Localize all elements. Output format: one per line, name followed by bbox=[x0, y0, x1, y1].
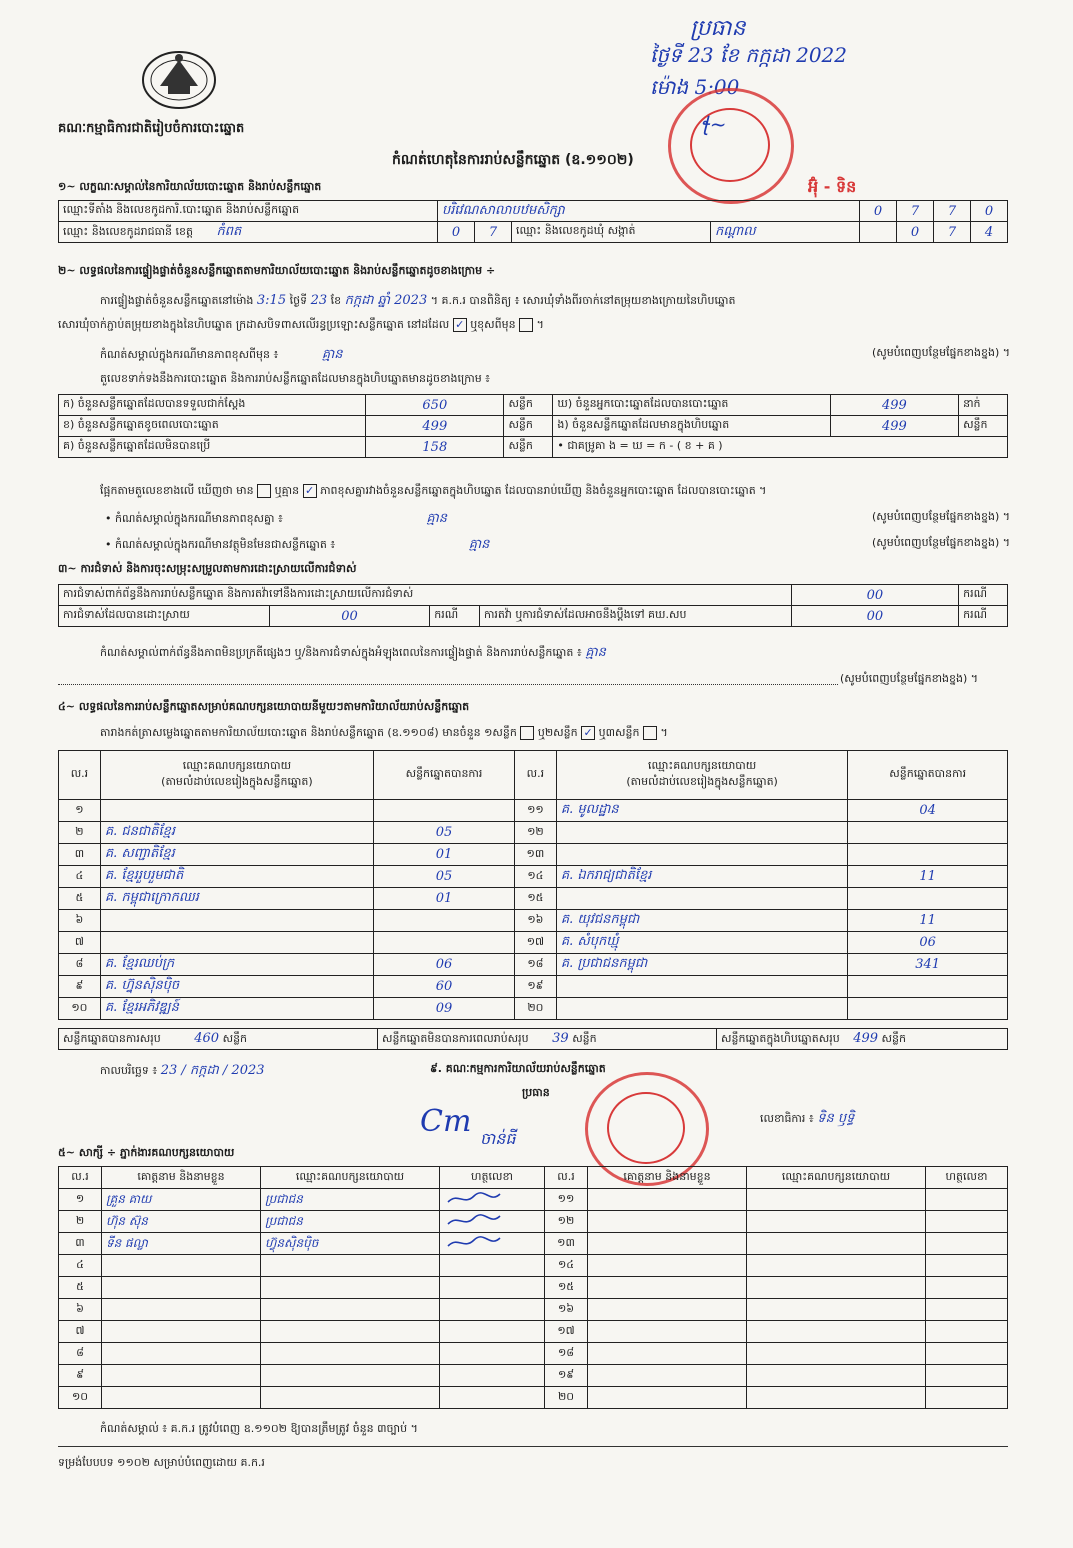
table-row bbox=[59, 1189, 1008, 1211]
result-no-left: ៤ bbox=[59, 866, 101, 888]
witness-party-right bbox=[747, 1299, 926, 1321]
result-votes-right bbox=[848, 844, 1008, 866]
result-party-left: គ. ខ្មែររួបរួមជាតិ bbox=[100, 866, 373, 888]
witness-sign-right bbox=[926, 1211, 1008, 1233]
date-value: 23 / កក្កដា / 2023 bbox=[160, 1063, 265, 1078]
witness-party-right bbox=[747, 1233, 926, 1255]
fig-b-label: ខ) ចំនួនសន្លឹកឆ្នោតខូចពេលបោះឆ្នោត bbox=[59, 416, 366, 437]
section2-title: ២~ លទ្ធផលនៃការផ្ទៀងផ្ទាត់ចំនួនសន្លឹកឆ្នោតតាមការិយាល័យបោះឆ្នោត និងរាប់សន្លឹកឆ្នោតដូចខាងក្រោម ÷ bbox=[58, 264, 496, 277]
witness-no-right: ១៣ bbox=[545, 1233, 588, 1255]
witness-name-left bbox=[102, 1255, 261, 1277]
fig-a-value: 650 bbox=[366, 395, 504, 416]
note2-value: គ្មាន bbox=[426, 511, 447, 526]
fig-d-unit: នាក់ bbox=[959, 395, 1008, 416]
witness-name-left: ហ៊ុន ស៊ុន bbox=[102, 1211, 261, 1233]
witness-table bbox=[58, 1166, 1008, 1409]
one-sheet-checkbox[interactable] bbox=[520, 726, 534, 740]
result-party-right: គ. សំបុកឃ្មុំ bbox=[556, 932, 848, 954]
witness-name-left bbox=[102, 1321, 261, 1343]
signature-scribble-icon bbox=[444, 1234, 504, 1250]
witness-party-right bbox=[747, 1211, 926, 1233]
note1-value: គ្មាន bbox=[321, 347, 343, 362]
col-no-right: ល.រ bbox=[514, 751, 556, 800]
witness-sign-right bbox=[926, 1189, 1008, 1211]
witness-party-left: ហ៊្វុនស៊ិនប៉ិច bbox=[261, 1233, 440, 1255]
table-row bbox=[59, 1387, 1008, 1409]
witness-name-left bbox=[102, 1343, 261, 1365]
witness-sign-left bbox=[440, 1211, 545, 1233]
witness-no-left: ៥ bbox=[59, 1277, 102, 1299]
result-votes-right bbox=[848, 888, 1008, 910]
irregularity-value: គ្មាន bbox=[585, 645, 606, 660]
witness-name-left bbox=[102, 1365, 261, 1387]
witness-party-left: ប្រជាជន bbox=[261, 1189, 440, 1211]
w-col-sign-left: ហត្ថលេខា bbox=[440, 1167, 545, 1189]
table-row bbox=[59, 1211, 1008, 1233]
table-row bbox=[59, 954, 1008, 976]
witness-name-right bbox=[588, 1189, 747, 1211]
result-votes-left bbox=[374, 910, 515, 932]
witness-no-right: ១១ bbox=[545, 1189, 588, 1211]
result-no-left: ៦ bbox=[59, 910, 101, 932]
witness-name-left bbox=[102, 1299, 261, 1321]
commune-code-2: 7 bbox=[934, 222, 971, 243]
result-votes-left: 05 bbox=[374, 822, 515, 844]
witness-sign-left bbox=[440, 1189, 545, 1211]
table-row bbox=[59, 1321, 1008, 1343]
result-no-right: ១៧ bbox=[514, 932, 556, 954]
witness-party-left bbox=[261, 1365, 440, 1387]
total-box-value: 499 bbox=[853, 1030, 879, 1046]
w-col-party-left: ឈ្មោះគណបក្សនយោបាយ bbox=[261, 1167, 440, 1189]
witness-no-left: ១០ bbox=[59, 1387, 102, 1409]
no-diff-checkbox[interactable]: ✓ bbox=[303, 484, 317, 498]
witness-name-right bbox=[588, 1277, 747, 1299]
two-sheet-checkbox[interactable]: ✓ bbox=[581, 726, 595, 740]
result-votes-left bbox=[374, 800, 515, 822]
commune-code-blank bbox=[860, 222, 897, 243]
location-label: ឈ្មោះទីតាំង និងលេខកូដការិ.បោះឆ្នោត និងរាប់សន្លឹកឆ្នោត bbox=[59, 201, 438, 222]
witness-no-right: ១២ bbox=[545, 1211, 588, 1233]
figures-table bbox=[58, 394, 1008, 458]
province-value: កំពត bbox=[216, 223, 242, 239]
result-votes-right bbox=[848, 976, 1008, 998]
witness-party-left bbox=[261, 1277, 440, 1299]
witness-no-right: ១៦ bbox=[545, 1299, 588, 1321]
commune-code-3: 4 bbox=[971, 222, 1008, 243]
result-no-left: ២ bbox=[59, 822, 101, 844]
table-row bbox=[59, 1343, 1008, 1365]
has-diff-checkbox[interactable] bbox=[257, 484, 271, 498]
objection-label: ការជំទាស់ពាក់ព័ន្ធនឹងការរាប់សន្លឹកឆ្នោត និងការតវ៉ាទៅនឹងការដោះស្រាយលើការជំទាស់ bbox=[59, 585, 792, 606]
result-party-right bbox=[556, 844, 848, 866]
handwritten-note-2: ថ្ងៃទី 23 ខែ កក្កដា 2022 bbox=[650, 43, 847, 67]
w-col-no-right: ល.រ bbox=[545, 1167, 588, 1189]
commune-label: ឈ្មោះ និងលេខកូដឃុំ សង្កាត់ bbox=[512, 222, 711, 243]
witness-no-right: ១៨ bbox=[545, 1343, 588, 1365]
col-party-left: ឈ្មោះគណបក្សនយោបាយ (តាមលំដាប់លេខរៀងក្នុងសន្លឹកឆ្នោត) bbox=[100, 751, 373, 800]
fig-a-unit: សន្លឹក bbox=[504, 395, 553, 416]
witness-party-left bbox=[261, 1343, 440, 1365]
fig-b-value: 499 bbox=[366, 416, 504, 437]
section4-title: ៤~ លទ្ធផលនៃការរាប់សន្លឹកឆ្នោតសម្រាប់គណបក្សនយោបាយនីមួយៗតាមការិយាល័យរាប់សន្លឹកឆ្នោត bbox=[58, 700, 470, 713]
verify-day: 23 bbox=[310, 293, 328, 308]
w-col-name-right: គោត្តនាម និងនាមខ្លួន bbox=[588, 1167, 747, 1189]
objection-unit: ករណី bbox=[959, 585, 1008, 606]
result-votes-right bbox=[848, 998, 1008, 1020]
appeal-label: ការតវ៉ា ឬការជំទាស់ដែលអាចនឹងប្ដឹងទៅ គឃ.សប bbox=[479, 606, 791, 627]
verify-month-year: កក្កដា ឆ្នាំ 2023 bbox=[344, 293, 428, 308]
table-row bbox=[59, 976, 1008, 998]
witness-sign-left bbox=[440, 1365, 545, 1387]
committee-name: គណៈកម្មាធិការជាតិរៀបចំការបោះឆ្នោត bbox=[58, 121, 245, 136]
witness-name-right bbox=[588, 1233, 747, 1255]
fig-e-label: ង) ចំនួនសន្លឹកឆ្នោតដែលមានក្នុងហិបឆ្នោត bbox=[553, 416, 830, 437]
section2-para1: ការផ្ទៀងផ្ទាត់ចំនួនសន្លឹកឆ្នោតនៅម៉ោង 3:15 ថ្ងៃទី 23 ខែ កក្កដា ឆ្នាំ 2023 ។ គ.ក.រ បានពិនិត្យ ៖ សោរ​ឃុំទាំងពីរចាក់នៅតម្រុយខាងក្រោយនៃហិបឆ្នោត bbox=[100, 293, 736, 308]
witness-sign-right bbox=[926, 1233, 1008, 1255]
witness-sign-right bbox=[926, 1321, 1008, 1343]
handwritten-note-3: ម៉ោង 5:00 bbox=[650, 75, 740, 99]
table-row bbox=[59, 1255, 1008, 1277]
result-party-right bbox=[556, 976, 848, 998]
signature-scribble-icon bbox=[444, 1212, 504, 1228]
w-col-sign-right: ហត្ថលេខា bbox=[926, 1167, 1008, 1189]
province-code-1: 0 bbox=[438, 222, 475, 243]
table-row bbox=[59, 1299, 1008, 1321]
witness-name-right bbox=[588, 1211, 747, 1233]
result-party-left: គ. សញ្ជាតិខ្មែរ bbox=[100, 844, 373, 866]
w-col-party-right: ឈ្មោះគណបក្សនយោបាយ bbox=[747, 1167, 926, 1189]
result-votes-left: 06 bbox=[374, 954, 515, 976]
result-votes-left: 01 bbox=[374, 844, 515, 866]
witness-sign-right bbox=[926, 1277, 1008, 1299]
chair-label: ប្រធាន bbox=[522, 1086, 550, 1099]
result-no-left: ៥ bbox=[59, 888, 101, 910]
result-no-left: ៨ bbox=[59, 954, 101, 976]
witness-sign-left bbox=[440, 1277, 545, 1299]
witness-sign-right bbox=[926, 1343, 1008, 1365]
section1-table bbox=[58, 200, 1008, 243]
stamp-bottom-inner bbox=[607, 1092, 685, 1164]
three-sheet-checkbox[interactable] bbox=[643, 726, 657, 740]
witness-party-left bbox=[261, 1255, 440, 1277]
witness-no-left: ៨ bbox=[59, 1343, 102, 1365]
diff-check-line: ផ្អែកតាមតួលេខខាងលើ ឃើញថា មាន ឬគ្មាន ✓ ភាពខុសគ្នារវាងចំនួនសន្លឹកឆ្នោតក្នុងហិបឆ្នោត ដែលបានរាប់ឃើញ និងចំនួនអ្នកបោះឆ្នោត ដែលបានបោះឆ្នោត ។ bbox=[100, 484, 767, 497]
results-table bbox=[58, 750, 1008, 1020]
objection-value: 00 bbox=[791, 585, 958, 606]
result-no-right: ១៦ bbox=[514, 910, 556, 932]
witness-party-right bbox=[747, 1189, 926, 1211]
result-no-right: ១២ bbox=[514, 822, 556, 844]
result-party-right bbox=[556, 888, 848, 910]
result-party-right: គ. មូលដ្ឋាន bbox=[556, 800, 848, 822]
result-no-left: ១០ bbox=[59, 998, 101, 1020]
fig-b-unit: សន្លឹក bbox=[504, 416, 553, 437]
total-invalid-cell: សន្លឹកឆ្នោតមិនបានការពេលរាប់សរុប 39 សន្លឹក bbox=[378, 1029, 717, 1050]
result-party-left bbox=[100, 910, 373, 932]
totals-table bbox=[58, 1028, 1008, 1050]
witness-party-right bbox=[747, 1365, 926, 1387]
result-party-left: គ. ហ្វ៊ុនស៊ិនប៉ិច bbox=[100, 976, 373, 998]
chair-sig-name: ចាន់ធី bbox=[480, 1129, 516, 1148]
fig-e-unit: សន្លឹក bbox=[959, 416, 1008, 437]
witness-sign-left bbox=[440, 1255, 545, 1277]
result-no-right: ១៥ bbox=[514, 888, 556, 910]
witness-sign-right bbox=[926, 1365, 1008, 1387]
witness-sign-left bbox=[440, 1321, 545, 1343]
province-label: ឈ្មោះ និងលេខកូដរាជធានី ខេត្ត កំពត bbox=[59, 222, 438, 243]
witness-name-left: ទីន ផល្លា bbox=[102, 1233, 261, 1255]
location-value: បរិវេណសាលាបឋមសិក្សា bbox=[438, 201, 860, 222]
result-votes-right: 06 bbox=[848, 932, 1008, 954]
location-code-4: 0 bbox=[971, 201, 1008, 222]
formula: • ជាគម្រូគា ង = ឃ = ក - ( ខ + គ ) bbox=[553, 437, 1008, 458]
appeal-value: 00 bbox=[791, 606, 958, 627]
witness-no-right: ១៩ bbox=[545, 1365, 588, 1387]
result-votes-right: 11 bbox=[848, 910, 1008, 932]
fig-a-label: ក) ចំនួនសន្លឹកឆ្នោតដែលបានទទួលជាក់ស្ដែង bbox=[59, 395, 366, 416]
result-votes-right bbox=[848, 822, 1008, 844]
witness-sign-right bbox=[926, 1299, 1008, 1321]
witness-sign-left bbox=[440, 1343, 545, 1365]
total-valid-value: 460 bbox=[194, 1030, 220, 1046]
table-row bbox=[59, 888, 1008, 910]
col-votes-right: សន្លឹកឆ្នោតបានការ bbox=[848, 751, 1008, 800]
note3-line: • កំណត់សម្គាល់ក្នុងករណីមានវត្ថុមិនមែនជាសន្លឹកឆ្នោត ៖ គ្មាន (សូមបំពេញបន្ថែមផ្នែកខាងខ្នង) ។ bbox=[105, 536, 1010, 552]
table-row bbox=[59, 800, 1008, 822]
result-votes-right: 11 bbox=[848, 866, 1008, 888]
table-row bbox=[59, 1277, 1008, 1299]
result-no-right: ២០ bbox=[514, 998, 556, 1020]
dotted-line bbox=[58, 684, 838, 685]
nec-logo-icon bbox=[138, 42, 220, 112]
result-party-left: គ. ជនជាតិខ្មែរ bbox=[100, 822, 373, 844]
commune-code-1: 0 bbox=[897, 222, 934, 243]
col-votes-left: សន្លឹកឆ្នោតបានការ bbox=[374, 751, 515, 800]
footnote: កំណត់សម្គាល់ ៖ គ.ក.រ ត្រូវបំពេញ ឧ.១១០២ ឱ្យបានត្រឹមត្រូវ ចំនួន ៣ច្បាប់ ។ bbox=[100, 1422, 418, 1435]
witness-name-right bbox=[588, 1343, 747, 1365]
fig-d-label: ឃ) ចំនួនអ្នកបោះឆ្នោតដែលបានបោះឆ្នោត bbox=[553, 395, 830, 416]
table-row bbox=[59, 998, 1008, 1020]
irregularity-suffix: (សូមបំពេញបន្ថែមផ្នែកខាងខ្នង) ។ bbox=[840, 672, 979, 685]
total-invalid-value: 39 bbox=[552, 1030, 569, 1046]
witness-sign-left bbox=[440, 1233, 545, 1255]
same-checkbox[interactable]: ✓ bbox=[453, 318, 467, 332]
location-code-3: 7 bbox=[934, 201, 971, 222]
section3-title: ៣~ ការជំទាស់ និងការចុះសម្រុះសម្រួលតាមការដោះស្រាយលើការជំទាស់ bbox=[58, 562, 357, 575]
witness-party-left bbox=[261, 1321, 440, 1343]
result-party-left bbox=[100, 800, 373, 822]
witness-name-right bbox=[588, 1299, 747, 1321]
witness-no-left: ២ bbox=[59, 1211, 102, 1233]
table-row bbox=[59, 932, 1008, 954]
appeal-unit: ករណី bbox=[959, 606, 1008, 627]
witness-party-right bbox=[747, 1255, 926, 1277]
witness-no-right: ២០ bbox=[545, 1387, 588, 1409]
committee-label: ៩. គណៈកម្មការការិយាល័យរាប់សន្លឹកឆ្នោត bbox=[430, 1062, 606, 1075]
w-col-name-left: គោត្តនាម និងនាមខ្លួន bbox=[102, 1167, 261, 1189]
fig-d-value: 499 bbox=[830, 395, 958, 416]
result-votes-left: 60 bbox=[374, 976, 515, 998]
result-no-right: ១១ bbox=[514, 800, 556, 822]
table-row bbox=[59, 910, 1008, 932]
table-row bbox=[59, 866, 1008, 888]
result-no-right: ១៩ bbox=[514, 976, 556, 998]
result-party-left: គ. កម្ពុជាក្រោកឈរ bbox=[100, 888, 373, 910]
section2-para2: សោរឃុំចាក់ភ្ជាប់តម្រុយខាងក្នុងនៃហិបឆ្នោត ក្រដាសបិទពាសលើរន្ធប្រឡោះសន្លឹកឆ្នោត នៅដដែល ✓ ឬខុសពីមុន ។ bbox=[58, 318, 544, 331]
note1-line: កំណត់សម្គាល់ក្នុងករណីមានភាពខុសពីមុន ៖ គ្មាន (សូមបំពេញបន្ថែមផ្នែកខាងខ្នង) ។ bbox=[100, 346, 1010, 362]
date-line: កាលបរិច្ឆេទ ៖ 23 / កក្កដា / 2023 bbox=[100, 1063, 265, 1078]
witness-no-right: ១៥ bbox=[545, 1277, 588, 1299]
witness-name-right bbox=[588, 1365, 747, 1387]
objection-table bbox=[58, 584, 1008, 627]
fig-c-label: គ) ចំនួនសន្លឹកឆ្នោតដែលមិនបានប្រើ bbox=[59, 437, 366, 458]
witness-no-left: ៦ bbox=[59, 1299, 102, 1321]
result-party-right: គ. ឯករាជ្យជាតិខ្មែរ bbox=[556, 866, 848, 888]
form-code: ទម្រង់បែបបទ ១១០២ សម្រាប់បំពេញដោយ គ.ក.រ bbox=[58, 1456, 265, 1469]
footer-rule bbox=[58, 1446, 1008, 1447]
table-row bbox=[59, 844, 1008, 866]
secretary-signature: ទិន ឫទ្ធិ bbox=[817, 1111, 855, 1126]
form-title: កំណត់ហេតុនៃការរាប់សន្លឹកឆ្នោត (ឧ.១១០២) bbox=[392, 152, 634, 168]
commune-value: កណ្ដាល bbox=[711, 222, 860, 243]
col-no-left: ល.រ bbox=[59, 751, 101, 800]
result-no-left: ៩ bbox=[59, 976, 101, 998]
witness-sign-left bbox=[440, 1299, 545, 1321]
total-box-cell: សន្លឹកឆ្នោតក្នុងហិបឆ្នោតសរុប 499 សន្លឹក bbox=[717, 1029, 1008, 1050]
result-no-left: ៧ bbox=[59, 932, 101, 954]
witness-party-right bbox=[747, 1387, 926, 1409]
table-row bbox=[59, 822, 1008, 844]
resolved-unit: ករណី bbox=[430, 606, 480, 627]
note3-value: គ្មាន bbox=[468, 537, 490, 552]
witness-sign-right bbox=[926, 1387, 1008, 1409]
fig-c-value: 158 bbox=[366, 437, 504, 458]
fig-e-value: 499 bbox=[830, 416, 958, 437]
figures-intro: តួលេខទាក់ទងនឹងការបោះឆ្នោត និងការរាប់សន្លឹកឆ្នោតដែលមានក្នុងហិបឆ្នោតមានដូចខាងក្រោម ៖ bbox=[100, 372, 491, 385]
witness-name-right bbox=[588, 1255, 747, 1277]
result-votes-right: 341 bbox=[848, 954, 1008, 976]
witness-sign-left bbox=[440, 1387, 545, 1409]
witness-party-left bbox=[261, 1299, 440, 1321]
w-col-no-left: ល.រ bbox=[59, 1167, 102, 1189]
result-no-left: ១ bbox=[59, 800, 101, 822]
resolved-value: 00 bbox=[269, 606, 429, 627]
stamp-name-text: អ៊ុំ - ទិន bbox=[808, 177, 857, 196]
witness-name-right bbox=[588, 1387, 747, 1409]
witness-name-left bbox=[102, 1387, 261, 1409]
result-party-left: គ. ខ្មែរអភិវឌ្ឍន៍ bbox=[100, 998, 373, 1020]
result-party-left bbox=[100, 932, 373, 954]
note2-line: • កំណត់សម្គាល់ក្នុងករណីមានភាពខុសគ្នា ៖ គ្មាន (សូមបំពេញបន្ថែមផ្នែកខាងខ្នង) ។ bbox=[105, 510, 1010, 526]
result-votes-left: 05 bbox=[374, 866, 515, 888]
location-code-1: 0 bbox=[860, 201, 897, 222]
result-votes-left bbox=[374, 932, 515, 954]
witness-name-left bbox=[102, 1277, 261, 1299]
handwritten-note-1: ប្រធាន bbox=[690, 16, 746, 41]
result-votes-left: 09 bbox=[374, 998, 515, 1020]
result-party-right bbox=[556, 998, 848, 1020]
col-party-right: ឈ្មោះគណបក្សនយោបាយ (តាមលំដាប់លេខរៀងក្នុងសន្លឹកឆ្នោត) bbox=[556, 751, 848, 800]
witness-no-left: ៣ bbox=[59, 1233, 102, 1255]
table-row bbox=[59, 1365, 1008, 1387]
witness-party-right bbox=[747, 1343, 926, 1365]
witness-party-right bbox=[747, 1277, 926, 1299]
result-votes-right: 04 bbox=[848, 800, 1008, 822]
result-no-right: ១៣ bbox=[514, 844, 556, 866]
witness-no-left: ៩ bbox=[59, 1365, 102, 1387]
witness-party-left: ប្រជាជន bbox=[261, 1211, 440, 1233]
witness-name-left: គ្រួន គាយ bbox=[102, 1189, 261, 1211]
witness-no-left: ៤ bbox=[59, 1255, 102, 1277]
result-party-right: គ. ប្រជាជនកម្ពុជា bbox=[556, 954, 848, 976]
result-party-left: គ. ខ្មែរឈប់ក្រ bbox=[100, 954, 373, 976]
verify-time: 3:15 bbox=[256, 293, 287, 308]
witness-no-right: ១៤ bbox=[545, 1255, 588, 1277]
chair-signature: Cm bbox=[420, 1104, 472, 1139]
secretary-line: លេខាធិការ ៖ ទិន ឫទ្ធិ bbox=[760, 1111, 855, 1126]
irregularity-note: កំណត់សម្គាល់ពាក់ព័ន្ធនឹងភាពមិនប្រក្រតីផ្សេងៗ ឬ/និងការជំទាស់ក្នុងអំឡុងពេលនៃការផ្ទៀងផ្ទាត់ និងការរាប់សន្លឹកឆ្នោត ៖ គ្មាន bbox=[100, 645, 606, 660]
result-votes-left: 01 bbox=[374, 888, 515, 910]
witness-no-right: ១៧ bbox=[545, 1321, 588, 1343]
fig-c-unit: សន្លឹក bbox=[504, 437, 553, 458]
resolved-label: ការជំទាស់ដែលបានដោះស្រាយ bbox=[59, 606, 270, 627]
witness-no-left: ៧ bbox=[59, 1321, 102, 1343]
result-party-right: គ. យុវជនកម្ពុជា bbox=[556, 910, 848, 932]
result-no-left: ៣ bbox=[59, 844, 101, 866]
table-row bbox=[59, 1233, 1008, 1255]
witness-sign-right bbox=[926, 1255, 1008, 1277]
signature-scribble-icon bbox=[444, 1190, 504, 1206]
result-party-right bbox=[556, 822, 848, 844]
witness-name-right bbox=[588, 1321, 747, 1343]
total-valid-cell: សន្លឹកឆ្នោតបានការសរុប 460 សន្លឹក bbox=[59, 1029, 378, 1050]
result-no-right: ១៤ bbox=[514, 866, 556, 888]
province-code-2: 7 bbox=[475, 222, 512, 243]
different-checkbox[interactable] bbox=[519, 318, 533, 332]
section5-title: ៥~ សាក្សី ÷ ភ្នាក់ងារគណបក្សនយោបាយ bbox=[58, 1146, 235, 1159]
result-no-right: ១៨ bbox=[514, 954, 556, 976]
location-code-2: 7 bbox=[897, 201, 934, 222]
section1-title: ១~ លក្ខណៈសម្គាល់នៃការិយាល័យបោះឆ្នោត និងរាប់សន្លឹកឆ្នោត bbox=[58, 180, 322, 193]
witness-party-right bbox=[747, 1321, 926, 1343]
witness-no-left: ១ bbox=[59, 1189, 102, 1211]
witness-party-left bbox=[261, 1387, 440, 1409]
section4-intro: តារាងកត់ត្រាសម្លេងឆ្នោតតាមការិយាល័យបោះឆ្នោត និងរាប់សន្លឹកឆ្នោត (ឧ.១១០៨) មានចំនួន ១សន្លឹក ឬ២សន្លឹក ✓ ឬ៣សន្លឹក ។ bbox=[100, 726, 668, 739]
signature-top: ꞎ~ bbox=[700, 112, 727, 136]
